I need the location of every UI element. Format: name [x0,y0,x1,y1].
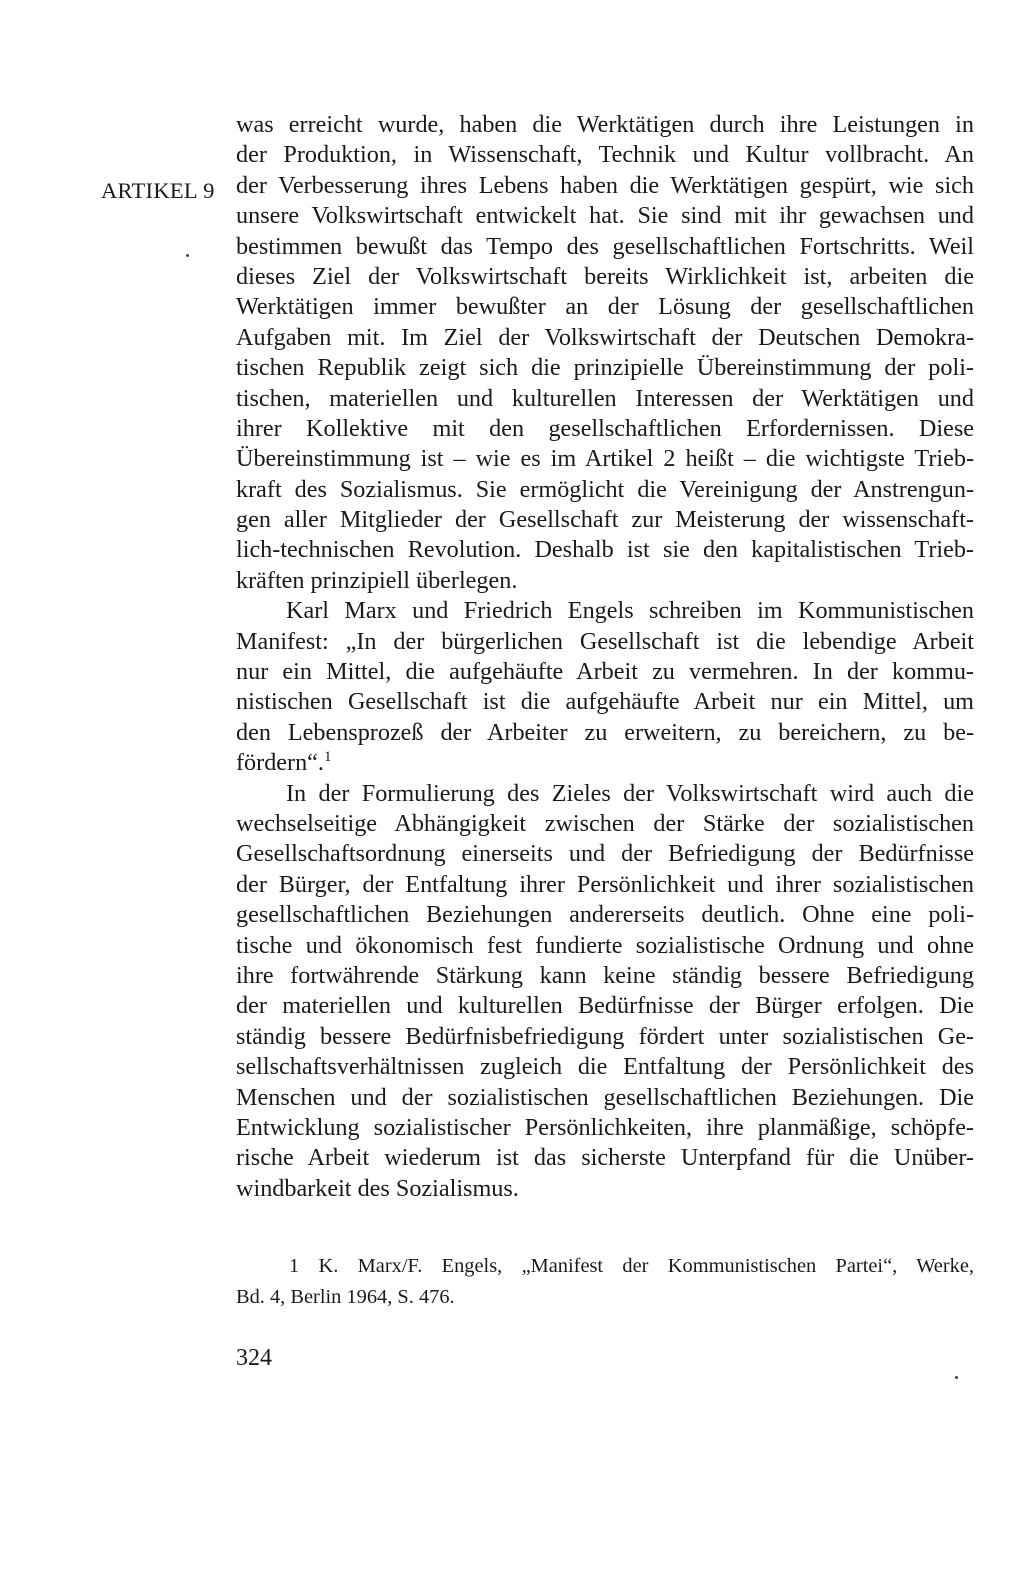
footnote [236,1251,974,1313]
text-line-content: der materiellen und kulturellen Bedürfnisse der Bürger erfolgen. Die [236,992,974,1020]
text-line [236,718,974,748]
text-line [236,839,974,869]
text-line [236,1022,974,1052]
text-line-content: der Verbesserung ihres Lebens haben die Werktätigen gespürt, wie sich [236,171,974,199]
text-line-content: Übereinstimmung ist – wie es im Artikel 2 heißt – die wichtigste Trieb- [236,445,974,473]
text-line-content: fördern“. [236,749,324,777]
text-line-content: ihrer Kollektive mit den gesellschaftlichen Erfordernissen. Diese [236,414,974,442]
text-line [236,140,974,170]
text-line [236,931,974,961]
text-line-content: gesellschaftlichen Beziehungen andererseits deutlich. Ohne eine poli- [236,901,974,929]
text-line-content: Gesellschaftsordnung einerseits und der Befriedigung der Bedürfnisse [236,840,974,868]
text-line [236,535,974,565]
text-line [236,353,974,383]
text-line [236,596,974,626]
text-line-content: der Bürger, der Entfaltung ihrer Persönlichkeit und ihrer sozialistischen [236,870,974,898]
footnote-line: Bd. 4, Berlin 1964, S. 476. [236,1286,455,1308]
text-line [236,870,974,900]
text-line-content: kraft des Sozialismus. Sie ermöglicht die Vereinigung der Anstrengun- [236,475,974,503]
text-line-content: tischen, materiellen und kulturellen Interessen der Werktätigen und [236,384,974,412]
text-line [236,1143,974,1173]
text-line [236,232,974,262]
text-line-content: Aufgaben mit. Im Ziel der Volkswirtschaft der Deutschen Demokra- [236,323,974,351]
text-line-content: ihre fortwährende Stärkung kann keine ständig bessere Befriedigung [236,961,974,989]
text-line [236,1083,974,1113]
text-line [236,627,974,657]
text-line-content: Entwicklung sozialistischer Persönlichkeiten, ihre planmäßige, schöpfe- [236,1113,974,1141]
text-line-content: Karl Marx und Friedrich Engels schreiben im Kommunistischen [286,597,974,625]
text-line [236,110,974,140]
text-line-content: dieses Ziel der Volkswirtschaft bereits Wirklichkeit ist, arbeiten die [236,262,974,290]
text-line [236,384,974,414]
margin-article-label: ARTIKEL 9 [101,178,215,203]
text-line [236,1113,974,1143]
text-line-content: Menschen und der sozialistischen gesellschaftlichen Beziehungen. Die [236,1083,974,1111]
text-line-content: Werktätigen immer bewußter an der Lösung der gesellschaftlichen [236,293,974,321]
text-line [236,475,974,505]
text-line-content: rische Arbeit wiederum ist das sicherste Unterpfand für die Unüber- [236,1144,974,1172]
text-line-content: Manifest: „In der bürgerlichen Gesellschaft ist die lebendige Arbeit [236,627,974,655]
print-speck [955,1376,958,1379]
text-line [236,1174,974,1204]
text-line [236,262,974,292]
text-line [236,292,974,322]
text-line-content: kräften prinzipiell überlegen. [236,566,518,594]
text-line [236,687,974,717]
text-line [236,1052,974,1082]
text-line-content: nistischen Gesellschaft ist die aufgehäufte Arbeit nur ein Mittel, um [236,688,974,716]
text-line-content: den Lebensprozeß der Arbeiter zu erweitern, zu bereichern, zu be- [236,718,974,746]
text-line-content: nur ein Mittel, die aufgehäufte Arbeit zu vermehren. In der kommu- [236,658,974,686]
text-line-content: der Produktion, in Wissenschaft, Technik und Kultur vollbracht. An [236,141,974,169]
text-line [236,201,974,231]
footnote-reference: 1 [323,749,332,766]
print-speck [186,254,189,257]
text-line [236,414,974,444]
text-line [236,566,974,596]
text-line-content: bestimmen bewußt das Tempo des gesellschaftlichen Fortschritts. Weil [236,232,974,260]
text-line-content: wechselseitige Abhängigkeit zwischen der Stärke der sozialistischen [236,809,974,837]
text-line-content: In der Formulierung des Zieles der Volkswirtschaft wird auch die [286,779,974,807]
text-line [236,748,974,778]
body-text [236,110,974,1204]
text-line [236,900,974,930]
text-line [236,657,974,687]
text-line [236,991,974,1021]
text-line-content: ständig bessere Bedürfnisbefriedigung fördert unter sozialistischen Ge- [236,1022,974,1050]
text-line-content: was erreicht wurde, haben die Werktätigen durch ihre Leistungen in [236,111,974,138]
text-line [236,444,974,474]
footnote-line: 1 K. Marx/F. Engels, „Manifest der Kommunistischen Partei“, Werke, [289,1255,974,1277]
text-line-content: windbarkeit des Sozialismus. [236,1174,519,1202]
page-number: 324 [236,1345,272,1371]
text-line [236,779,974,809]
text-line [236,505,974,535]
text-line [236,809,974,839]
text-line-content: tischen Republik zeigt sich die prinzipielle Übereinstimmung der poli- [236,354,974,382]
text-line [236,323,974,353]
text-line-content: gen aller Mitglieder der Gesellschaft zur Meisterung der wissenschaft- [236,506,974,534]
text-line [236,171,974,201]
text-line-content: sellschaftsverhältnissen zugleich die Entfaltung der Persönlichkeit des [236,1053,974,1081]
text-line [236,961,974,991]
text-line-content: lich-technischen Revolution. Deshalb ist sie den kapitalistischen Trieb- [236,536,974,564]
text-line-content: unsere Volkswirtschaft entwickelt hat. Sie sind mit ihr gewachsen und [236,202,974,230]
text-line-content: tische und ökonomisch fest fundierte sozialistische Ordnung und ohne [236,931,974,959]
